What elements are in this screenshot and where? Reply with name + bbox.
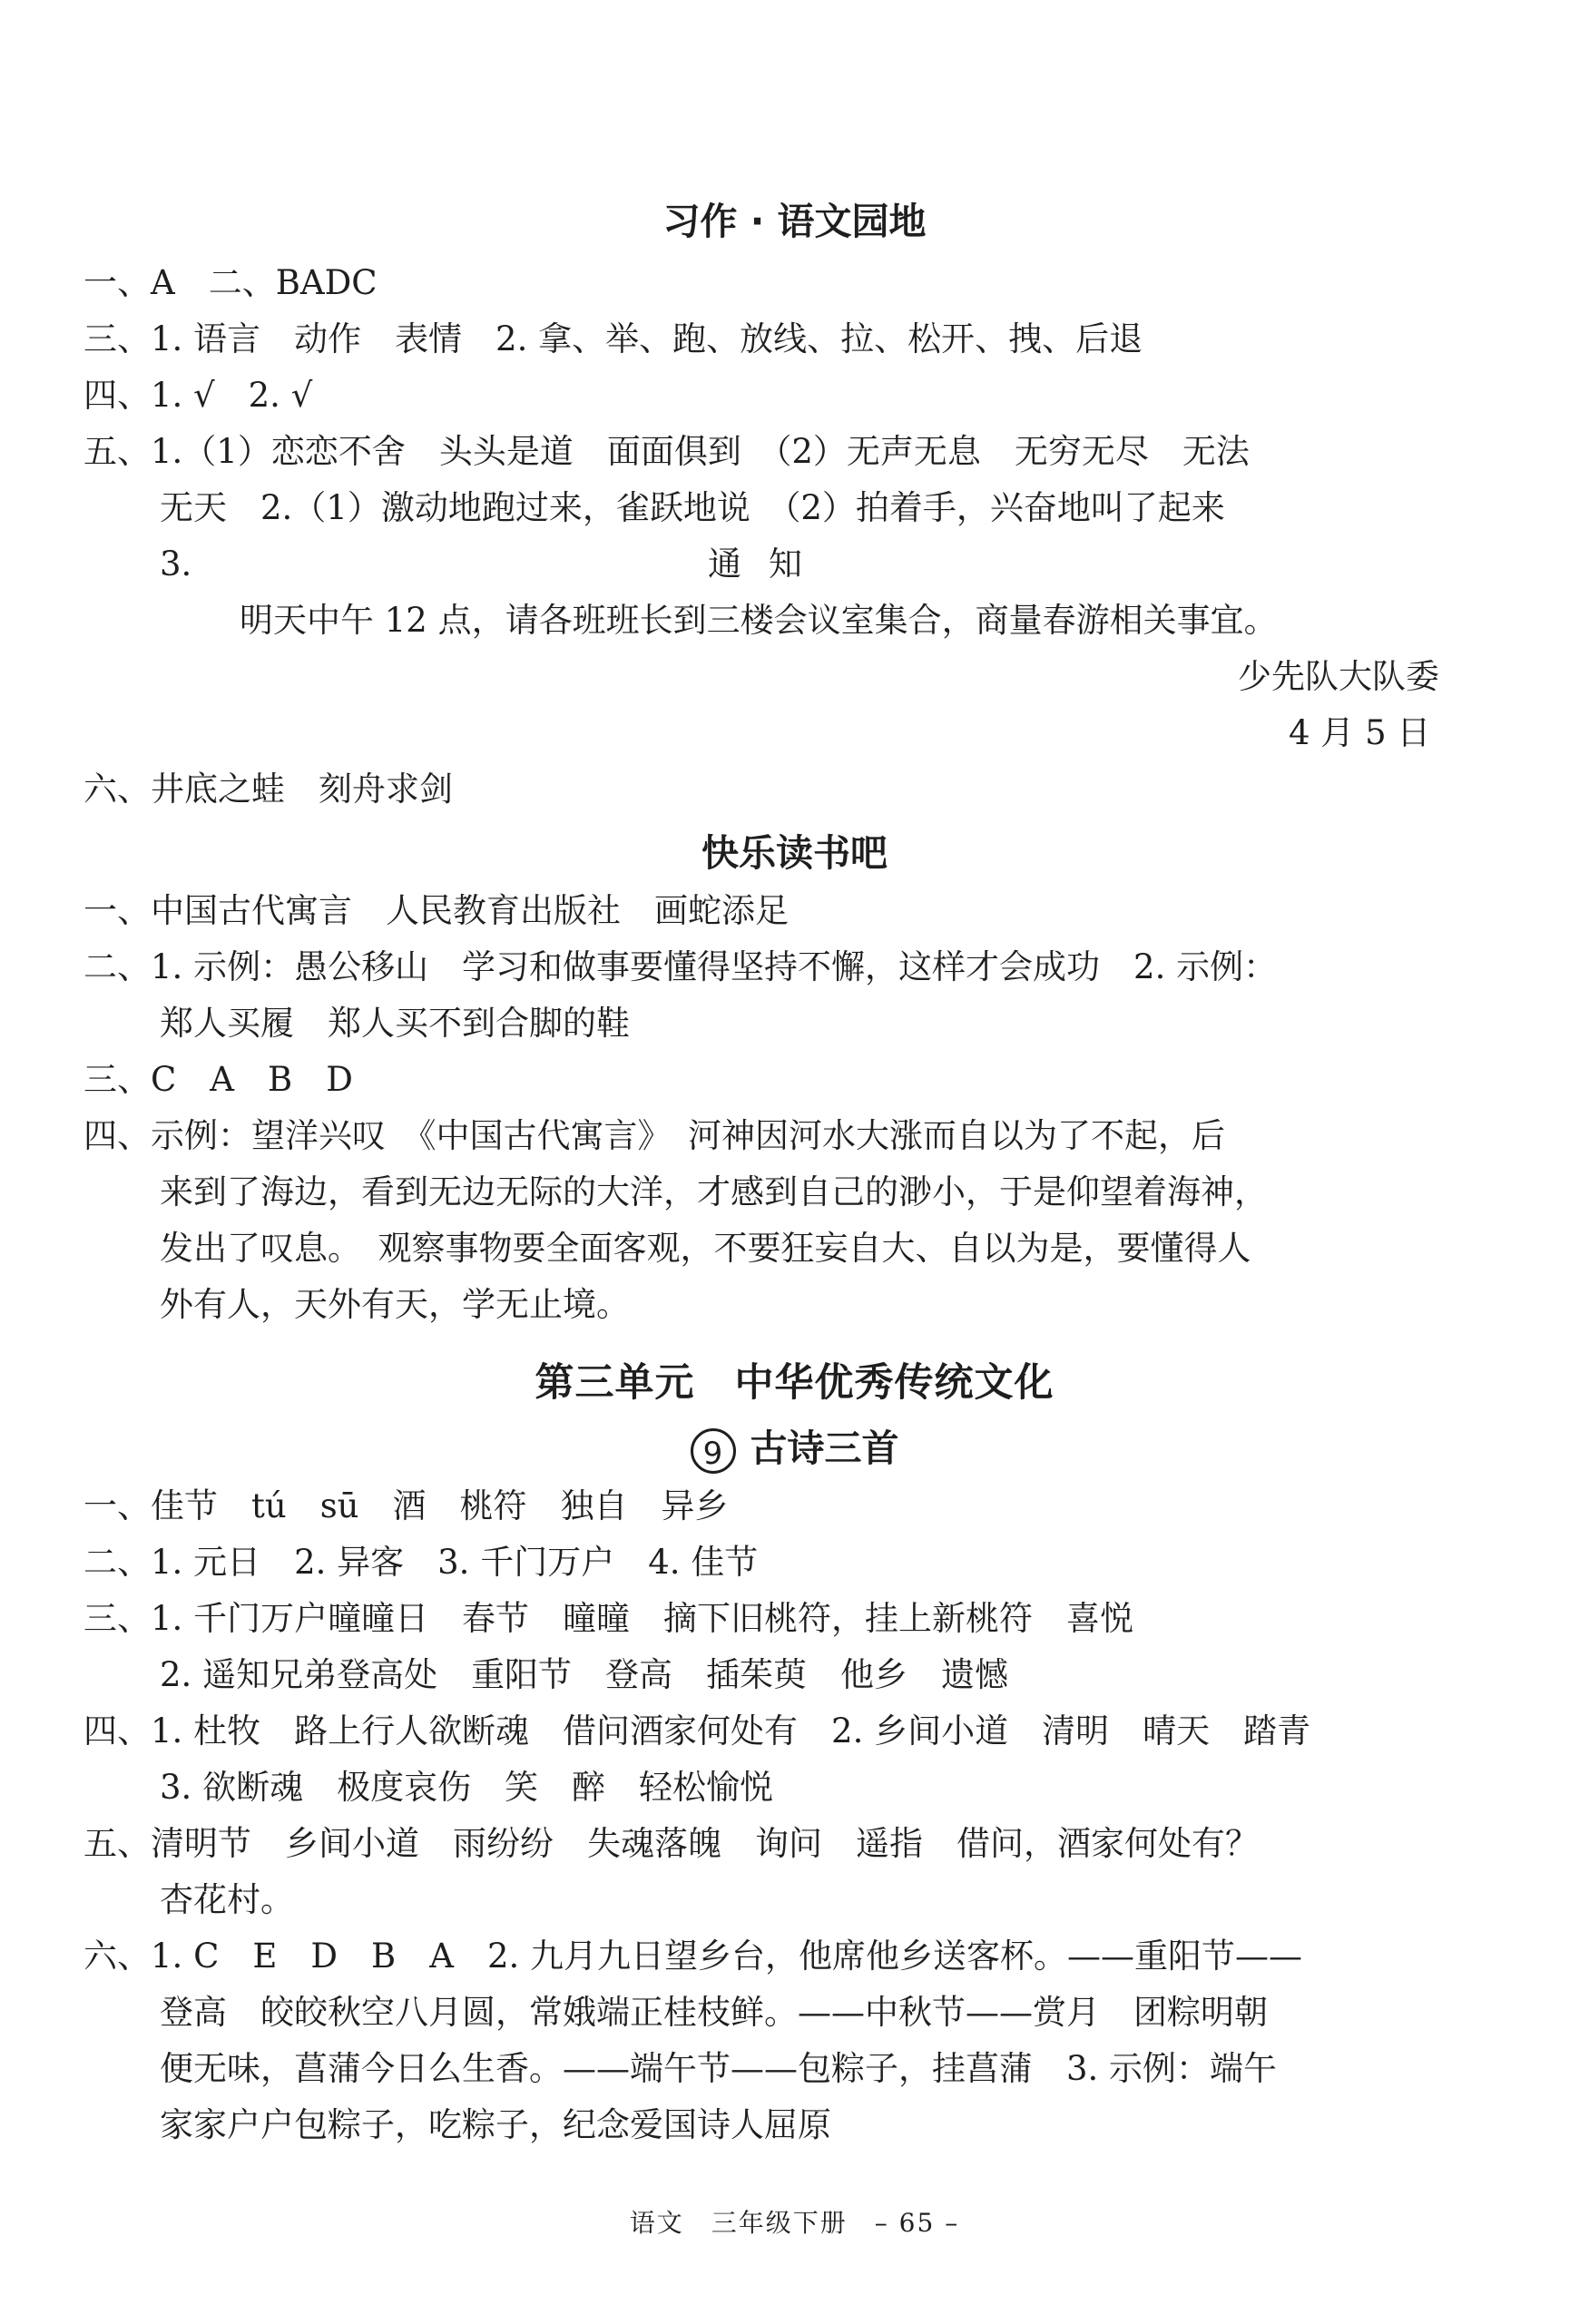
- answer-line: 六、井底之蛙 刻舟求剑: [83, 770, 453, 809]
- answer-line: 郑人买履 郑人买不到合脚的鞋: [160, 1004, 630, 1043]
- answer-line: 家家户户包粽子，吃粽子，纪念爱国诗人屈原: [160, 2105, 831, 2144]
- notice-signature: 少先队大队委: [1238, 657, 1439, 696]
- answer-line: 二、1. 元日 2. 异客 3. 千门万户 4. 佳节: [83, 1543, 759, 1582]
- answer-line: 一、A 二、BADC: [83, 263, 378, 302]
- answer-line: 五、1.（1）恋恋不舍 头头是道 面面俱到 （2）无声无息 无穷无尽 无法: [83, 432, 1250, 471]
- section-title-writing: 习作 · 语文园地: [662, 200, 927, 243]
- answer-line: 三、C A B D: [83, 1060, 353, 1099]
- answer-line: 杏花村。: [160, 1880, 294, 1919]
- answer-number: 3.: [160, 544, 192, 583]
- page-footer: 语文 三年级下册 – 65 –: [629, 2208, 960, 2238]
- answer-line: 三、1. 语言 动作 表情 2. 拿、举、跑、放线、拉、松开、拽、后退: [83, 319, 1143, 358]
- answer-line: 四、1. 杜牧 路上行人欲断魂 借问酒家何处有 2. 乡间小道 清明 晴天 踏青: [83, 1711, 1311, 1750]
- lesson-title-text: 古诗三首: [750, 1427, 899, 1470]
- notice-body: 明天中午 12 点，请各班班长到三楼会议室集合，商量春游相关事宜。: [240, 601, 1278, 640]
- answer-line: 便无味，菖蒲今日么生香。——端午节——包粽子，挂菖蒲 3. 示例：端午: [160, 2049, 1278, 2088]
- answer-line: 六、1. C E D B A 2. 九月九日望乡台，他席他乡送客杯。——重阳节——: [83, 1937, 1303, 1976]
- answer-line: 无天 2.（1）激动地跑过来，雀跃地说 （2）拍着手，兴奋地叫了起来: [160, 488, 1225, 527]
- unit-title: 第三单元 中华优秀传统文化: [535, 1360, 1054, 1406]
- answer-line: 2. 遥知兄弟登高处 重阳节 登高 插茱萸 他乡 遗憾: [160, 1655, 1009, 1694]
- answer-line: 外有人，天外有天，学无止境。: [160, 1285, 630, 1324]
- section-title-reading: 快乐读书吧: [701, 831, 888, 875]
- answer-line: 四、示例：望洋兴叹 《中国古代寓言》 河神因河水大涨而自以为了不起，后: [83, 1116, 1225, 1155]
- answer-line: 发出了叹息。 观察事物要全面客观，不要狂妄自大、自以为是，要懂得人: [160, 1229, 1251, 1268]
- answer-line: 四、1. √ 2. √: [83, 376, 313, 415]
- answer-line: 二、1. 示例：愚公移山 学习和做事要懂得坚持不懈，这样才会成功 2. 示例：: [83, 947, 1278, 986]
- notice-date: 4 月 5 日: [1289, 713, 1431, 752]
- lesson-title: [0, 1423, 1589, 1474]
- answer-line: 3. 欲断魂 极度哀伤 笑 醉 轻松愉悦: [160, 1768, 774, 1807]
- lesson-number-badge: 9: [691, 1428, 736, 1474]
- answer-line: 来到了海边，看到无边无际的大洋，才感到自己的渺小，于是仰望着海神，: [160, 1172, 1268, 1211]
- answer-line: 三、1. 千门万户曈曈日 春节 曈曈 摘下旧桃符，挂上新桃符 喜悦: [83, 1599, 1134, 1638]
- notice-title: 通知: [708, 544, 829, 583]
- answer-line: 一、佳节 tú sū 酒 桃符 独自 异乡: [83, 1486, 729, 1525]
- answer-line: 五、清明节 乡间小道 雨纷纷 失魂落魄 询问 遥指 借问，酒家何处有？: [83, 1824, 1259, 1863]
- answer-line: 登高 皎皎秋空八月圆，常娥端正桂枝鲜。——中秋节——赏月 团粽明朝: [160, 1993, 1268, 2032]
- answer-line: 一、中国古代寓言 人民教育出版社 画蛇添足: [83, 891, 789, 930]
